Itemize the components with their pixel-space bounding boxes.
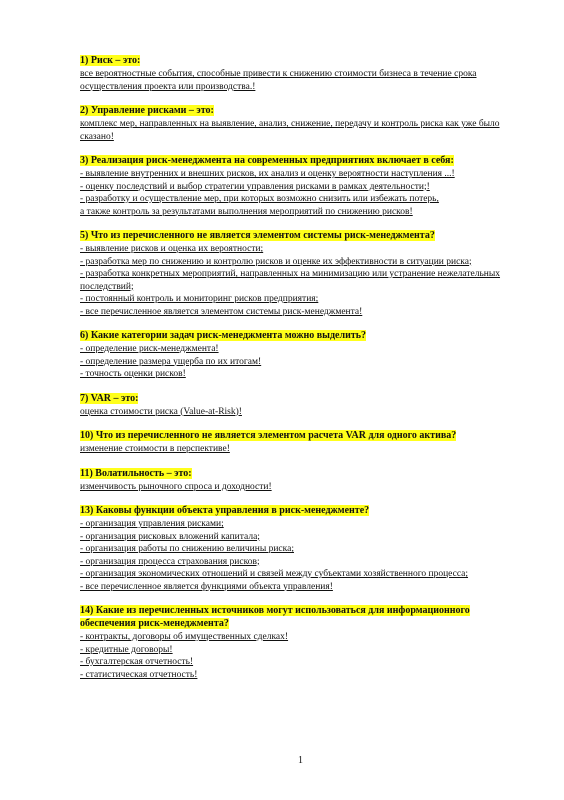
question-title: 13) Каковы функции объекта управления в риск-менеджменте? <box>80 505 370 516</box>
question-block <box>80 329 520 381</box>
answer-line: - точность оценки рисков! <box>80 369 186 379</box>
answer-line: оценка стоимости риска (Value-at-Risk)! <box>80 406 242 417</box>
answer-line: - определение риск-менеджмента! <box>80 344 219 354</box>
answer-line: - организация работы по снижению величины риска; <box>80 544 294 554</box>
answer-line: - контракты, договоры об имущественных сделках! <box>80 632 289 642</box>
question-block <box>80 504 520 593</box>
question-title: 1) Риск – это: <box>80 55 141 66</box>
question-block <box>80 104 520 143</box>
answer-line: все вероятностные события, способные привести к снижению стоимости бизнеса в течение срока осуществления проекта или производства.! <box>80 69 477 92</box>
answer-line: а также контроль за результатами выполнения мероприятий по снижению рисков! <box>80 206 413 217</box>
question-block <box>80 54 520 93</box>
answer-line: - организация экономических отношений и связей между субъектами хозяйственного процесса; <box>80 569 469 579</box>
page-number: 1 <box>298 755 303 766</box>
question-title: 14) Какие из перечисленных источников могут использоваться для информационного обеспечения риск-менеджмента? <box>80 605 470 629</box>
answer-line: - организация рисковых вложений капитала; <box>80 531 260 542</box>
question-block <box>80 154 520 218</box>
question-block <box>80 467 520 494</box>
answer-line: - кредитные договоры! <box>80 644 173 655</box>
question-list <box>80 54 520 692</box>
answer-line: - оценку последствий и выбор стратегии управления рисками в рамках деятельности;! <box>80 181 430 192</box>
answer-line: изменчивость рыночного спроса и доходности! <box>80 481 272 492</box>
question-block <box>80 429 520 456</box>
answer-line: - выявление внутренних и внешних рисков, их анализ и оценку вероятности наступления ...! <box>80 169 455 179</box>
question-block <box>80 229 520 318</box>
answer-line: - бухгалтерская отчетность! <box>80 657 194 667</box>
question-title: 11) Волатильность – это: <box>80 467 192 479</box>
answer-line: - разработка конкретных мероприятий, направленных на минимизацию или устранение нежелательных последствий; <box>80 269 501 292</box>
question-title: 7) VAR – это: <box>80 392 139 404</box>
answer-line: комплекс мер, направленных на выявление, анализ, снижение, передачу и контроль риска как уже было сказано! <box>80 119 500 142</box>
question-title: 10) Что из перечисленного не является элементом расчета VAR для одного актива? <box>80 430 457 441</box>
answer-line: - организация управления рисками; <box>80 519 224 529</box>
answer-line: - постоянный контроль и мониторинг рисков предприятия; <box>80 294 319 304</box>
answer-line: - выявление рисков и оценка их вероятности; <box>80 244 264 254</box>
answer-line: - все перечисленное является элементом системы риск-менеджмента! <box>80 306 363 317</box>
answer-line: - все перечисленное является функциями объекта управления! <box>80 581 333 592</box>
question-block <box>80 392 520 419</box>
answer-line: - статистическая отчетность! <box>80 669 198 680</box>
answer-line: - разработку и осуществление мер, при которых возможно снизить или избежать потерь, <box>80 194 439 204</box>
question-title: 6) Какие категории задач риск-менеджмента можно выделить? <box>80 330 367 341</box>
question-title: 5) Что из перечисленного не является элементом системы риск-менеджмента? <box>80 230 435 241</box>
question-title: 3) Реализация риск-менеджмента на современных предприятиях включает в себя: <box>80 155 454 166</box>
answer-line: - организация процесса страхования рисков; <box>80 556 260 567</box>
answer-line: - разработка мер по снижению и контролю рисков и оценке их эффективности в ситуации риска; <box>80 256 472 267</box>
question-block <box>80 604 520 681</box>
question-title: 2) Управление рисками – это: <box>80 105 214 116</box>
answer-line: изменение стоимости в перспективе! <box>80 444 230 454</box>
answer-line: - определение размера ущерба по их итогам! <box>80 356 262 367</box>
